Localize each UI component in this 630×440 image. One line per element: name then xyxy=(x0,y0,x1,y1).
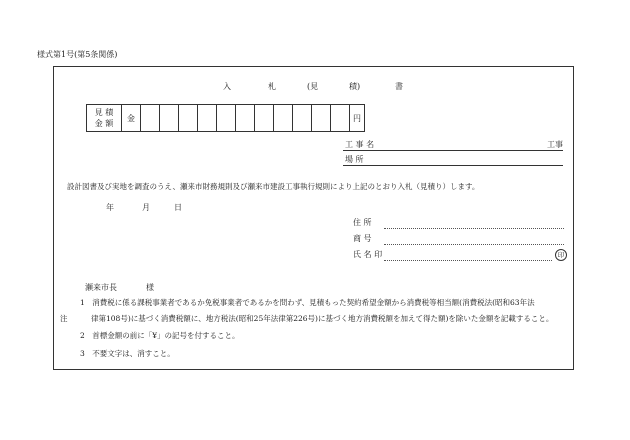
amount-digit-cell[interactable] xyxy=(236,105,255,132)
work-name-underline[interactable] xyxy=(343,150,563,151)
note-1-line-1: 1 消費税に係る課税事業者であるか免税事業者であるかを問わず、見積もった契約希望金額から消費税等相当額(消費税法(昭和63年法 xyxy=(80,298,535,307)
amount-digit-cell[interactable] xyxy=(217,105,236,132)
date-year: 年 xyxy=(106,203,114,212)
name-line[interactable] xyxy=(384,260,552,261)
amount-digit-cell[interactable] xyxy=(198,105,217,132)
place-label: 場 所 xyxy=(345,155,364,164)
addressee-suffix: 様 xyxy=(146,283,154,292)
document-title xyxy=(0,81,630,93)
title-char: 積) xyxy=(349,82,361,91)
amount-digit-cell[interactable] xyxy=(331,105,350,132)
address-label: 住 所 xyxy=(353,218,372,227)
form-number-label: 様式第1号(第5条関係) xyxy=(37,50,118,59)
amount-digit-cell[interactable] xyxy=(255,105,274,132)
name-label: 氏 名 印 xyxy=(353,250,383,259)
place-underline[interactable] xyxy=(343,165,563,166)
declaration-text: 設計図書及び実地を調査のうえ、瀬来市財務規則及び瀬来市建設工事執行規則により上記のとおり入札（見積り）します。 xyxy=(67,182,480,191)
amount-digit-cell[interactable] xyxy=(160,105,179,132)
amount-digit-cell[interactable] xyxy=(141,105,160,132)
amount-yen-cell: 円 xyxy=(350,105,365,132)
amount-kin-cell: 金 xyxy=(122,105,141,132)
date-month: 月 xyxy=(142,203,150,212)
title-char: 入 xyxy=(223,82,231,91)
address-line[interactable] xyxy=(384,228,564,229)
note-3: 3 不要文字は、消すこと。 xyxy=(80,349,175,358)
work-name-value: 工事 xyxy=(547,140,563,149)
title-char: (見 xyxy=(307,82,319,91)
amount-label-line: 見 積 xyxy=(94,108,114,117)
company-line[interactable] xyxy=(384,244,564,245)
amount-table xyxy=(86,104,365,132)
notes-label: 注 xyxy=(60,314,68,323)
addressee-name: 瀬来市長 xyxy=(85,283,117,292)
note-1-line-2: 律第108号)に基づく消費税額に、地方税法(昭和25年法律第226号)に基づく地方消費税額を加えて得た額)を除いた金額を記載すること。 xyxy=(91,314,554,323)
amount-digit-cell[interactable] xyxy=(179,105,198,132)
amount-label-line: 金 額 xyxy=(94,119,114,128)
seal-icon: 印 xyxy=(555,249,567,261)
amount-digit-cell[interactable] xyxy=(312,105,331,132)
title-char: 書 xyxy=(395,82,403,91)
work-name-label: 工 事 名 xyxy=(345,140,375,149)
amount-digit-cell[interactable] xyxy=(293,105,312,132)
title-char: 札 xyxy=(268,82,276,91)
amount-digit-cell[interactable] xyxy=(274,105,293,132)
amount-label-cell xyxy=(87,105,122,132)
note-2: 2 首標金額の前に「¥」の記号を付すること。 xyxy=(80,331,240,340)
company-label: 商 号 xyxy=(353,234,372,243)
date-day: 日 xyxy=(174,203,182,212)
